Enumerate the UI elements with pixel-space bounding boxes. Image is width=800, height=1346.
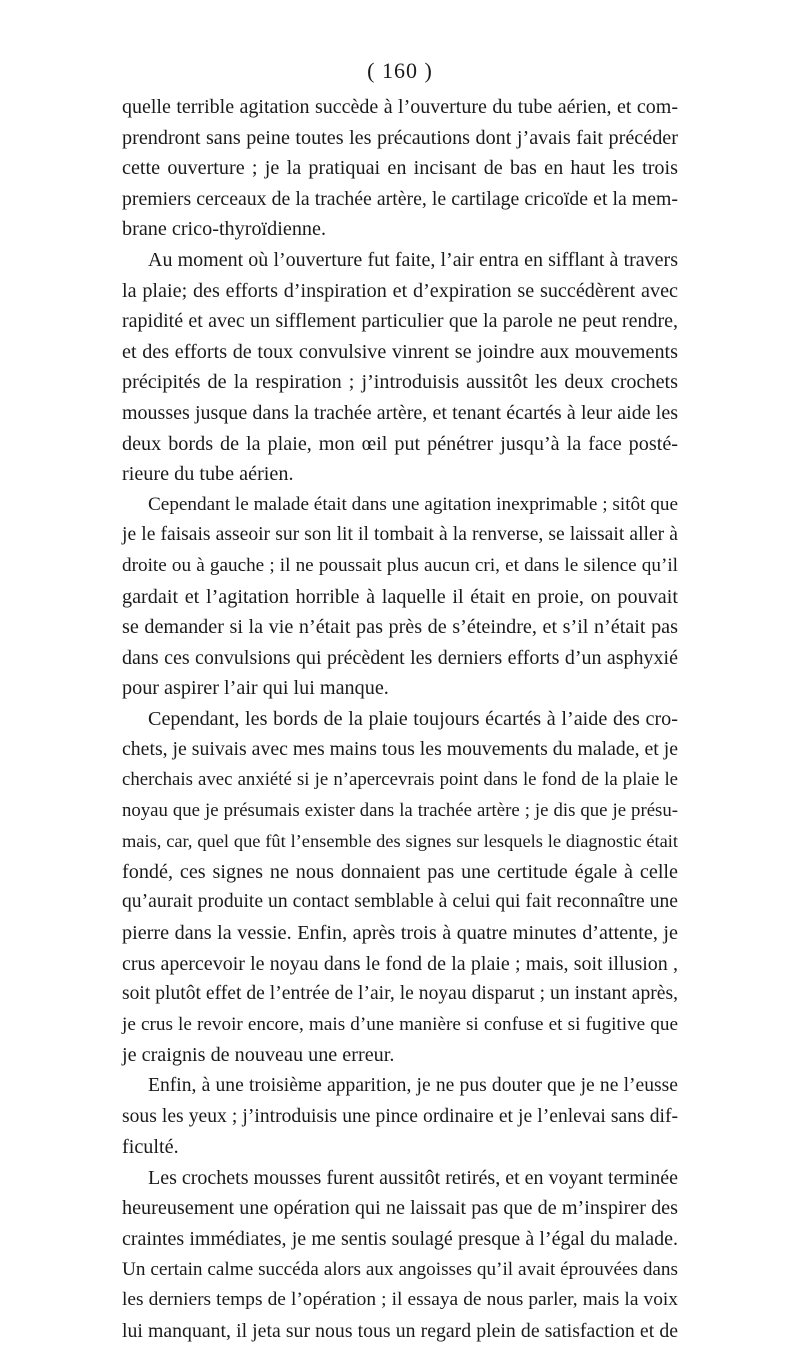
text-line: rapidité et avec un sifflement particulier que la parole ne peut rendre, <box>122 310 678 333</box>
text-line: Au moment où l’ouverture fut faite, l’air entra en sifflant à travers <box>148 248 678 271</box>
text-line: craintes immédiates, je me sentis soulagé presque à l’égal du malade. <box>122 1227 678 1250</box>
text-line: gardait et l’agitation horrible à laquelle il était en proie, on pouvait <box>122 585 678 608</box>
text-line: heureusement une opération qui ne laissait pas que de m’inspirer des <box>122 1197 678 1220</box>
text-line: droite ou à gauche ; il ne poussait plus aucun cri, et dans le silence qu’il <box>122 554 678 576</box>
text-line: dans ces convulsions qui précèdent les derniers efforts d’un asphyxié <box>122 646 678 669</box>
text-line: et des efforts de toux convulsive vinrent se joindre aux mouvements <box>122 340 678 363</box>
text-line: je craignis de nouveau une erreur. <box>122 1044 395 1067</box>
text-line: les derniers temps de l’opération ; il essaya de nous parler, mais la voix <box>122 1289 678 1311</box>
text-line: ficulté. <box>122 1136 179 1159</box>
text-line: Les crochets mousses furent aussitôt retirés, et en voyant terminée <box>148 1166 678 1189</box>
body-text <box>122 92 678 1346</box>
text-line: mais, car, quel que fût l’ensemble des signes sur lesquels le diagnostic était <box>122 831 678 852</box>
text-line: cherchais avec anxiété si je n’apercevrais point dans le fond de la plaie le <box>122 769 678 791</box>
text-line: qu’aurait produite un contact semblable à celui qui fait reconnaître une <box>122 891 678 913</box>
text-line: brane crico-thyroïdienne. <box>122 218 327 241</box>
text-line: soit plutôt effet de l’entrée de l’air, le noyau disparut ; un instant après, <box>122 983 678 1005</box>
text-line: je le faisais asseoir sur son lit il tombait à la renverse, se laissait aller à <box>122 524 678 546</box>
text-line: deux bords de la plaie, mon œil put pénétrer jusqu’à la face posté- <box>122 432 678 455</box>
text-line: rieure du tube aérien. <box>122 463 294 486</box>
text-line: Cependant, les bords de la plaie toujours écartés à l’aide des cro- <box>148 707 678 730</box>
text-line: mousses jusque dans la trachée artère, et tenant écartés à leur aide les <box>122 401 678 424</box>
text-line: pour aspirer l’air qui lui manque. <box>122 677 389 700</box>
text-line: pierre dans la vessie. Enfin, après trois à quatre minutes d’attente, je <box>122 922 678 945</box>
text-line: fondé, ces signes ne nous donnaient pas une certitude égale à celle <box>122 860 678 883</box>
page-number: ( 160 ) <box>367 58 433 83</box>
text-line: chets, je suivais avec mes mains tous les mouvements du malade, et je <box>122 738 678 761</box>
text-line: la plaie; des efforts d’inspiration et d’expiration se succédèrent avec <box>122 279 678 302</box>
text-line: quelle terrible agitation succède à l’ouverture du tube aérien, et com- <box>122 96 678 118</box>
text-line: Cependant le malade était dans une agitation inexprimable ; sitôt que <box>148 493 678 515</box>
text-line: crus apercevoir le noyau dans le fond de la plaie ; mais, soit illusion , <box>122 952 678 975</box>
text-line: précipités de la respiration ; j’introduisis aussitôt les deux crochets <box>122 371 678 394</box>
text-line: Un certain calme succéda alors aux angoisses qu’il avait éprouvées dans <box>122 1258 678 1280</box>
text-line: premiers cerceaux de la trachée artère, le cartilage cricoïde et la mem- <box>122 187 678 210</box>
text-line: noyau que je présumais exister dans la trachée artère ; je dis que je présu- <box>122 799 678 821</box>
text-line: sous les yeux ; j’introduisis une pince ordinaire et je l’enlevai sans dif- <box>122 1105 678 1127</box>
text-line: se demander si la vie n’était pas près de s’éteindre, et s’il n’était pas <box>122 616 678 639</box>
text-line: cette ouverture ; je la pratiquai en incisant de bas en haut les trois <box>122 157 678 180</box>
text-line: lui manquant, il jeta sur nous tous un regard plein de satisfaction et de <box>122 1319 678 1342</box>
text-line: prendront sans peine toutes les précautions dont j’avais fait précéder <box>122 126 678 149</box>
text-line: Enfin, à une troisième apparition, je ne pus douter que je ne l’eusse <box>148 1075 678 1096</box>
text-line: je crus le revoir encore, mais d’une manière si confuse et si fugitive que <box>122 1013 678 1035</box>
